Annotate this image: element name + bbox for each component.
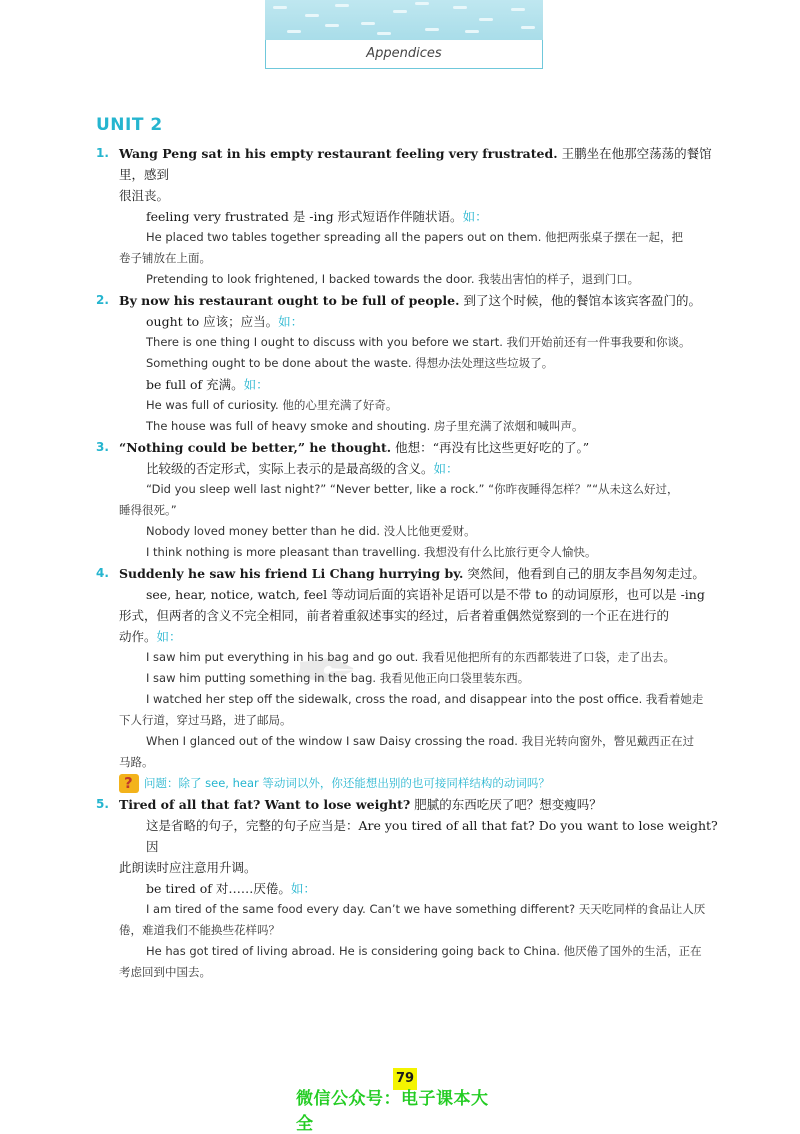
faint-watermark-logo: ✒ [285, 625, 353, 718]
question-mark-icon [119, 774, 139, 793]
note-item [96, 794, 718, 815]
example: I watched her step off the sidewalk, cross the road, and disappear into the post office. 我看着她走 [146, 692, 704, 706]
discussion-question: ? 问题：除了 see, hear 等动词以外，你还能想出别的也可接同样结构的动词吗？ [96, 773, 718, 794]
item-heading: By now his restaurant ought to be full of people. 到了这个时候，他的餐馆本该宾客盈门的。 [119, 293, 701, 308]
item-heading: Suddenly he saw his friend Li Chang hurrying by. 突然间，他看到自己的朋友李昌匆匆走过。 [119, 566, 705, 581]
item-number: 5. [96, 797, 109, 811]
example: Pretending to look frightened, I backed towards the door. 我装出害怕的样子，退到门口。 [146, 272, 640, 286]
explanation-continuation: 此朗读时应注意用升调。 [119, 860, 257, 875]
page-number: 79 [393, 1068, 417, 1090]
explanation: feeling very frustrated 是 -ing 形式短语作伴随状语。如： [146, 209, 488, 224]
note-item [96, 290, 718, 311]
explanation-continuation: 动作。如： [119, 629, 182, 644]
example: The house was full of heavy smoke and shouting. 房子里充满了浓烟和喊叫声。 [146, 419, 584, 433]
example-continuation: 马路。 [119, 755, 154, 769]
example: There is one thing I ought to discuss with you before we start. 我们开始前还有一件事我要和你谈。 [146, 335, 691, 349]
example-continuation: 考虑回到中国去。 [119, 965, 211, 979]
example: I saw him putting something in the bag. 我看见他正向口袋里装东西。 [146, 671, 530, 685]
unit-title: UNIT 2 [96, 115, 163, 135]
item-heading: Tired of all that fat? Want to lose weight? 肥腻的东西吃厌了吧？想变瘦吗？ [119, 797, 602, 812]
note-item [96, 437, 718, 458]
example: Something ought to be done about the waste. 得想办法处理这些垃圾了。 [146, 356, 554, 370]
item-number: 2. [96, 293, 109, 307]
example: I am tired of the same food every day. Can’t we have something different? 天天吃同样的食品让人厌 [146, 902, 706, 916]
explanation: 这是省略的句子，完整的句子应当是：Are you tired of all that fat? Do you want to lose weight? 因 [146, 818, 718, 854]
header-pattern [265, 0, 543, 40]
explanation-continuation: 形式，但两者的含义不完全相同，前者着重叙述事实的经过，后者着重偶然觉察到的一个正在进行的 [119, 608, 670, 623]
note-item [96, 563, 718, 584]
example: I saw him put everything in his bag and go out. 我看见他把所有的东西都装进了口袋，走了出去。 [146, 650, 675, 664]
example: He placed two tables together spreading all the papers out on them. 他把两张桌子摆在一起，把 [146, 230, 684, 244]
header-tab [265, 0, 543, 70]
example: He has got tired of living abroad. He is considering going back to China. 他厌倦了国外的生活，正在 [146, 944, 702, 958]
item-number: 4. [96, 566, 109, 580]
item-heading: Wang Peng sat in his empty restaurant feeling very frustrated. 王鹏坐在他那空荡荡的餐馆里，感到 [119, 146, 712, 182]
item-heading: “Nothing could be better,” he thought. 他想：“再没有比这些更好吃的了。” [119, 440, 590, 455]
item-number: 3. [96, 440, 109, 454]
example-continuation: 卷子铺放在上面。 [119, 251, 211, 265]
example: He was full of curiosity. 他的心里充满了好奇。 [146, 398, 398, 412]
explanation: be tired of 对……厌倦。如： [146, 881, 316, 896]
heading-continuation: 很沮丧。 [119, 188, 170, 203]
explanation: 比较级的否定形式，实际上表示的是最高级的含义。如： [146, 461, 459, 476]
note-item [96, 143, 718, 185]
example: “Did you sleep well last night?” “Never better, like a rock.” “你昨夜睡得怎样？”“从未这么好过， [146, 482, 679, 496]
example-continuation: 倦，难道我们不能换些花样吗？ [119, 923, 280, 937]
item-number: 1. [96, 146, 109, 160]
explanation: see, hear, notice, watch, feel 等动词后面的宾语补足语可以是不带 to 的动词原形，也可以是 -ing [146, 587, 705, 602]
explanation: be full of 充满。如： [146, 377, 269, 392]
example: I think nothing is more pleasant than travelling. 我想没有什么比旅行更令人愉快。 [146, 545, 597, 559]
example-continuation: 下人行道，穿过马路，进了邮局。 [119, 713, 292, 727]
example: When I glanced out of the window I saw Daisy crossing the road. 我目光转向窗外，瞥见戴西正在过 [146, 734, 695, 748]
section-label: Appendices [265, 40, 543, 69]
watermark-text: 微信公众号：电子课本大全 [296, 1089, 489, 1134]
explanation: ought to 应该；应当。如： [146, 314, 304, 329]
example-continuation: 睡得很死。” [119, 503, 177, 517]
example: Nobody loved money better than he did. 没人比他更爱财。 [146, 524, 476, 538]
notes-content [96, 143, 718, 983]
